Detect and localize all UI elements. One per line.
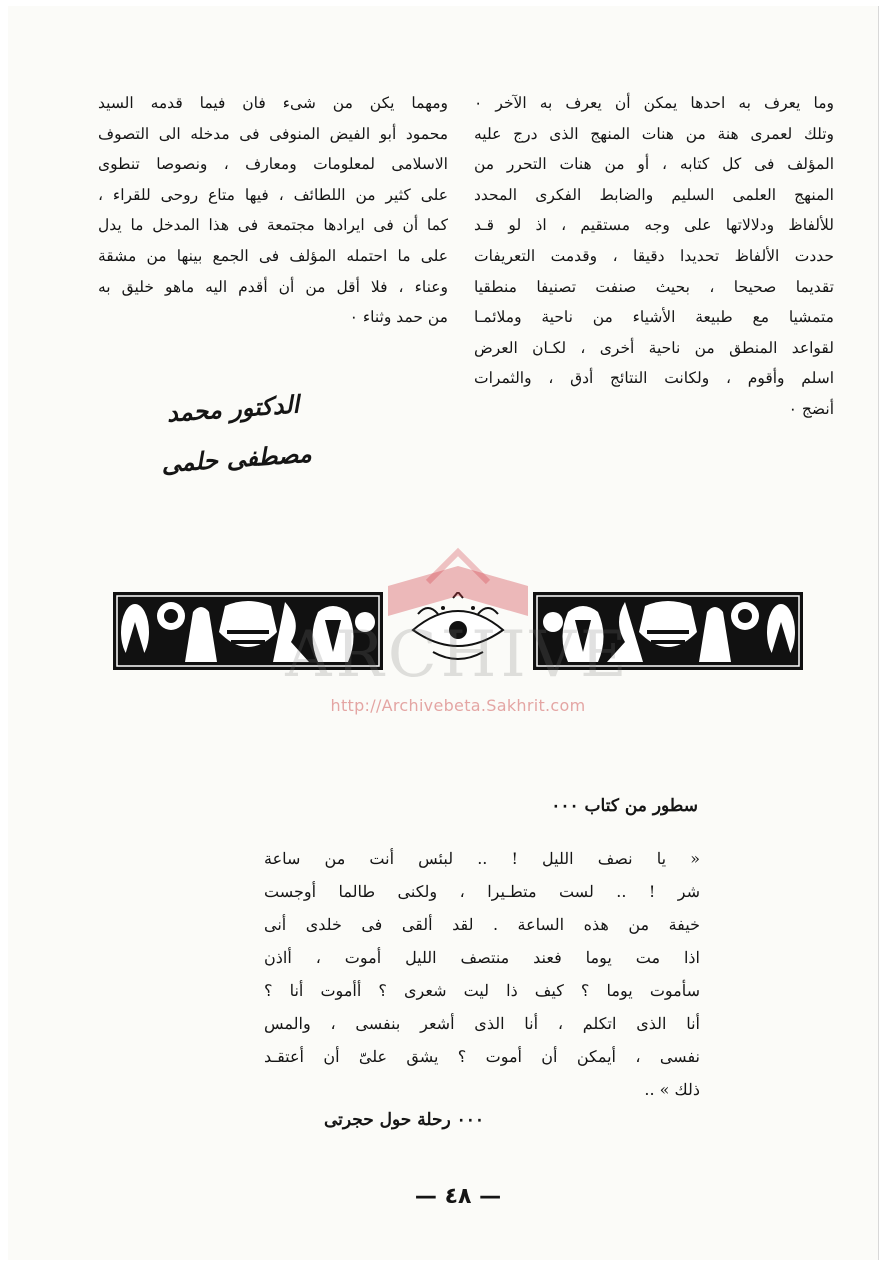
text-line: ومهما يكن من شىء فان فيما قدمه السيد — [98, 94, 448, 112]
quote-line: « يا نصف الليل ! .. لبئس أنت من ساعة — [264, 849, 700, 868]
quote-line: سأموت يوما ؟ كيف ذا ليت شعرى ؟ أأموت أنا ؟ — [264, 981, 700, 1000]
text-line: المؤلف فى كل كتابه ، أو من هنات التحرر من — [474, 155, 834, 174]
text-line: وعناء ، فلا أقل من أن أقدم اليه ماهو خليق به — [98, 277, 448, 296]
quote-line: خيفة من هذه الساعة . لقد ألقى فى خلدى أنى — [264, 915, 700, 934]
text-line: اسلم وأقوم ، ولكانت النتائج أدق ، والثمرات — [474, 369, 834, 388]
text-line: محمود أبو الفيض المنوفى فى مدخله الى التصوف — [98, 124, 448, 143]
right-column-text — [474, 88, 834, 425]
quote-line: ذلك » .. — [644, 1080, 700, 1099]
watermark-text: ARCHIVE — [285, 618, 631, 692]
quote-line: شر ! .. لست متطـيرا ، ولكنى طالما أوجست — [264, 882, 700, 901]
text-line: لقواعد المنطق من ناحية أخرى ، لكـان العرض — [474, 338, 834, 357]
right-ornament-panel — [533, 592, 803, 670]
text-line: للألفاظ ودلالاتها على وجه مستقيم ، اذ لو قـد — [474, 216, 834, 235]
text-line: وتلك لعمرى هنة من هنات المنهج الذى درج عليه — [474, 124, 834, 143]
text-line: كما أن فى ايرادها مجتمعة فى هذا المدخل ما يدل — [98, 216, 448, 235]
text-line: من حمد وثناء ٠ — [349, 308, 448, 327]
book-quote — [264, 842, 700, 1106]
text-line: وما يعرف به احدها يمكن أن يعرف به الآخر ٠ — [474, 94, 834, 112]
section-title: سطور من كتاب ٠٠٠ — [551, 796, 698, 816]
decorative-ornament-band — [113, 592, 803, 672]
text-line: متمشيا مع طبيعة الأشياء من ناحية وملائمـا — [474, 308, 834, 327]
text-line: تقديما صحيحا ، بحيث صنفت تصنيفا منطقيا — [474, 277, 834, 296]
quote-line: أنا الذى اتكلم ، أنا الذى أشعر بنفسى ، والمس — [264, 1014, 700, 1033]
text-line: الاسلامى لمعلومات ومعارف ، ونصوصا تنطوى — [98, 155, 448, 174]
quote-source: ٠٠٠ رحلة حول حجرتى — [323, 1110, 484, 1130]
quote-line: اذا مت يوما فعند منتصف الليل أموت ، أاذن — [264, 948, 700, 967]
center-ornament-emblem — [413, 592, 503, 659]
book-page — [8, 6, 879, 1260]
watermark-url: http://Archivebeta.Sakhrit.com — [330, 696, 586, 715]
author-signature: الدكتور محمد مصطفى حلمى — [160, 389, 313, 479]
text-line: المنهج العلمى السليم والضابط الفكرى المحدد — [474, 185, 834, 204]
quote-line: نفسى ، أيمكن أن أموت ؟ يشق علىّ أن أعتقـد — [264, 1047, 700, 1066]
text-line: أنضج ٠ — [788, 399, 834, 418]
page-number: — ٤٨ — — [414, 1184, 502, 1209]
left-ornament-panel — [113, 592, 383, 670]
text-line: على ما احتمله المؤلف فى الجمع بينها من مشقة — [98, 246, 448, 265]
text-line: حددت الألفاظ تحديدا دقيقا ، وقدمت التعريفات — [474, 246, 834, 265]
text-line: على كثير من اللطائف ، فيها متاع روحى للقراء ، — [98, 185, 448, 204]
left-column-text — [98, 88, 448, 333]
